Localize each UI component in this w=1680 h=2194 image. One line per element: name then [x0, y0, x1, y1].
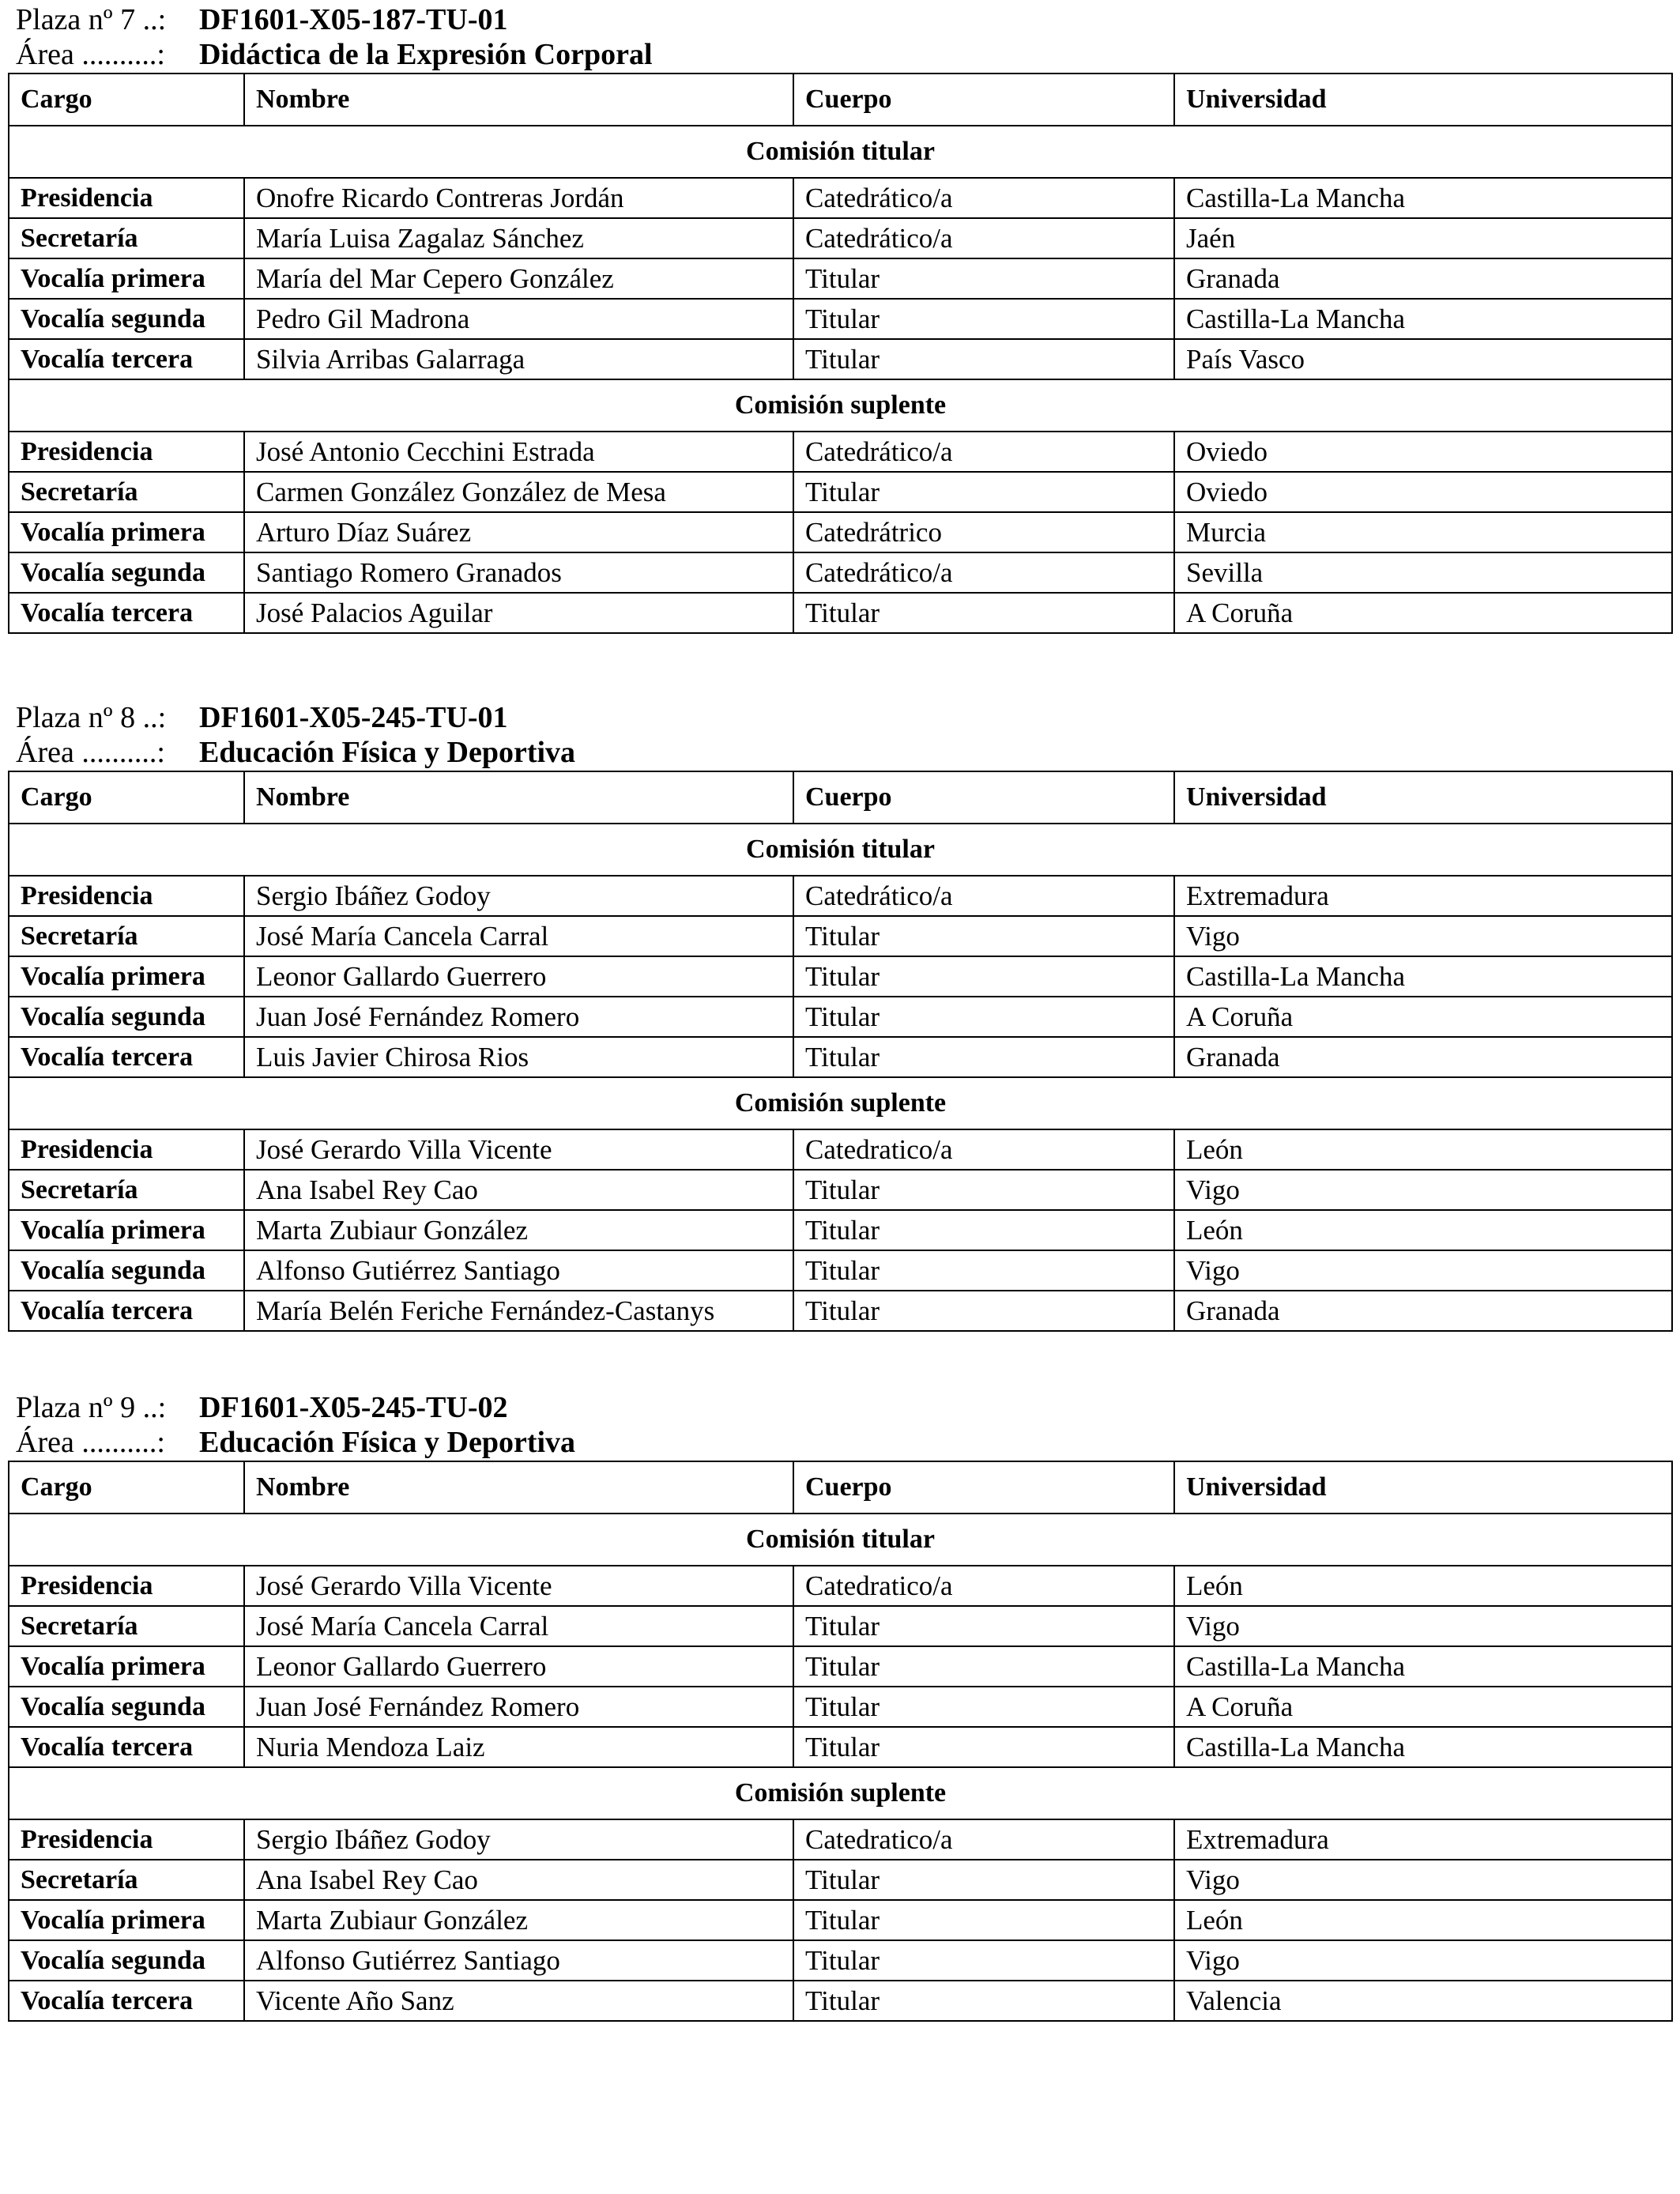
cuerpo-cell: Titular: [793, 1291, 1174, 1331]
comision-titular-heading: Comisión titular: [9, 824, 1672, 876]
area-line: [16, 1424, 575, 1461]
universidad-cell: Oviedo: [1174, 472, 1672, 512]
nombre-cell: Sergio Ibáñez Godoy: [244, 1819, 793, 1860]
table-row: [9, 1170, 1672, 1210]
universidad-cell: Vigo: [1174, 1606, 1672, 1646]
universidad-cell: León: [1174, 1210, 1672, 1250]
area-value: Didáctica de la Expresión Corporal: [199, 38, 653, 71]
cargo-cell: Vocalía primera: [9, 956, 244, 997]
plaza-code: DF1601-X05-245-TU-02: [199, 1391, 508, 1424]
commission-table: [8, 73, 1673, 634]
column-header-nombre: Nombre: [244, 74, 793, 126]
table-row: [9, 552, 1672, 593]
section-row: [9, 1077, 1672, 1129]
nombre-cell: Juan José Fernández Romero: [244, 1687, 793, 1727]
cargo-cell: Vocalía primera: [9, 1646, 244, 1687]
nombre-cell: Carmen González González de Mesa: [244, 472, 793, 512]
universidad-cell: Castilla-La Mancha: [1174, 1727, 1672, 1767]
cargo-cell: Secretaría: [9, 1170, 244, 1210]
nombre-cell: Alfonso Gutiérrez Santiago: [244, 1250, 793, 1291]
cuerpo-cell: Titular: [793, 299, 1174, 339]
cuerpo-cell: Titular: [793, 1606, 1174, 1646]
section-row: [9, 126, 1672, 178]
cargo-cell: Secretaría: [9, 916, 244, 956]
cuerpo-cell: Catedrático/a: [793, 218, 1174, 258]
cargo-cell: Vocalía tercera: [9, 1727, 244, 1767]
plaza-header: [8, 698, 1671, 771]
cargo-cell: Vocalía segunda: [9, 299, 244, 339]
universidad-cell: A Coruña: [1174, 1687, 1672, 1727]
cargo-cell: Vocalía segunda: [9, 1250, 244, 1291]
table-row: [9, 512, 1672, 552]
column-header-cargo: Cargo: [9, 74, 244, 126]
universidad-cell: Extremadura: [1174, 1819, 1672, 1860]
cargo-cell: Secretaría: [9, 1860, 244, 1900]
cuerpo-cell: Titular: [793, 1900, 1174, 1940]
cuerpo-cell: Catedrátrico: [793, 512, 1174, 552]
nombre-cell: Vicente Año Sanz: [244, 1981, 793, 2021]
cargo-cell: Vocalía segunda: [9, 1687, 244, 1727]
universidad-cell: Oviedo: [1174, 432, 1672, 472]
cuerpo-cell: Titular: [793, 956, 1174, 997]
table-header-row: [9, 771, 1672, 824]
table-row: [9, 218, 1672, 258]
column-header-nombre: Nombre: [244, 1461, 793, 1514]
table-row: [9, 339, 1672, 379]
cuerpo-cell: Catedrático/a: [793, 552, 1174, 593]
section-row: [9, 379, 1672, 432]
nombre-cell: José María Cancela Carral: [244, 1606, 793, 1646]
plaza-number-line: [16, 2, 508, 38]
universidad-cell: Vigo: [1174, 1170, 1672, 1210]
section-row: [9, 1767, 1672, 1819]
table-row: [9, 1727, 1672, 1767]
cuerpo-cell: Titular: [793, 1860, 1174, 1900]
area-line: [16, 36, 653, 73]
nombre-cell: Nuria Mendoza Laiz: [244, 1727, 793, 1767]
table-row: [9, 1819, 1672, 1860]
cuerpo-cell: Catedrático/a: [793, 178, 1174, 218]
universidad-cell: León: [1174, 1566, 1672, 1606]
area-label: Área ..........:: [16, 1426, 165, 1459]
plaza-number-line: [16, 699, 508, 736]
nombre-cell: Juan José Fernández Romero: [244, 997, 793, 1037]
column-header-universidad: Universidad: [1174, 1461, 1672, 1514]
universidad-cell: Valencia: [1174, 1981, 1672, 2021]
plaza-section-7: [8, 0, 1671, 634]
table-row: [9, 1687, 1672, 1727]
table-row: [9, 299, 1672, 339]
table-row: [9, 1210, 1672, 1250]
cargo-cell: Vocalía segunda: [9, 1940, 244, 1981]
table-row: [9, 1981, 1672, 2021]
column-header-cuerpo: Cuerpo: [793, 771, 1174, 824]
table-header-row: [9, 1461, 1672, 1514]
nombre-cell: Sergio Ibáñez Godoy: [244, 876, 793, 916]
nombre-cell: Pedro Gil Madrona: [244, 299, 793, 339]
cargo-cell: Vocalía segunda: [9, 552, 244, 593]
table-row: [9, 1606, 1672, 1646]
nombre-cell: María Belén Feriche Fernández-Castanys: [244, 1291, 793, 1331]
cargo-cell: Presidencia: [9, 876, 244, 916]
area-line: [16, 734, 575, 771]
plaza-section-9: [8, 1388, 1671, 2022]
cargo-cell: Secretaría: [9, 1606, 244, 1646]
plaza-section-8: [8, 698, 1671, 1332]
cargo-cell: Presidencia: [9, 1129, 244, 1170]
universidad-cell: A Coruña: [1174, 593, 1672, 633]
cuerpo-cell: Titular: [793, 339, 1174, 379]
cargo-cell: Vocalía primera: [9, 258, 244, 299]
commission-table: [8, 1461, 1673, 2022]
universidad-cell: León: [1174, 1129, 1672, 1170]
area-label: Área ..........:: [16, 38, 165, 71]
cuerpo-cell: Catedratico/a: [793, 1566, 1174, 1606]
table-header-row: [9, 74, 1672, 126]
universidad-cell: Extremadura: [1174, 876, 1672, 916]
cuerpo-cell: Titular: [793, 1037, 1174, 1077]
table-row: [9, 178, 1672, 218]
table-row: [9, 1037, 1672, 1077]
cargo-cell: Secretaría: [9, 218, 244, 258]
universidad-cell: Castilla-La Mancha: [1174, 956, 1672, 997]
universidad-cell: Granada: [1174, 1291, 1672, 1331]
cargo-cell: Vocalía primera: [9, 1900, 244, 1940]
nombre-cell: José Antonio Cecchini Estrada: [244, 432, 793, 472]
cargo-cell: Presidencia: [9, 1566, 244, 1606]
cuerpo-cell: Titular: [793, 1250, 1174, 1291]
table-row: [9, 1129, 1672, 1170]
cargo-cell: Presidencia: [9, 1819, 244, 1860]
comision-suplente-heading: Comisión suplente: [9, 1077, 1672, 1129]
universidad-cell: Granada: [1174, 258, 1672, 299]
universidad-cell: Granada: [1174, 1037, 1672, 1077]
cuerpo-cell: Titular: [793, 1210, 1174, 1250]
cuerpo-cell: Catedratico/a: [793, 1819, 1174, 1860]
cuerpo-cell: Catedrático/a: [793, 432, 1174, 472]
cuerpo-cell: Titular: [793, 1170, 1174, 1210]
cargo-cell: Secretaría: [9, 472, 244, 512]
universidad-cell: Vigo: [1174, 916, 1672, 956]
cuerpo-cell: Titular: [793, 1687, 1174, 1727]
cuerpo-cell: Titular: [793, 1727, 1174, 1767]
universidad-cell: Castilla-La Mancha: [1174, 1646, 1672, 1687]
table-row: [9, 1900, 1672, 1940]
universidad-cell: Vigo: [1174, 1940, 1672, 1981]
cargo-cell: Vocalía tercera: [9, 1291, 244, 1331]
nombre-cell: Arturo Díaz Suárez: [244, 512, 793, 552]
cargo-cell: Vocalía primera: [9, 512, 244, 552]
column-header-universidad: Universidad: [1174, 771, 1672, 824]
area-label: Área ..........:: [16, 736, 165, 769]
nombre-cell: Santiago Romero Granados: [244, 552, 793, 593]
table-row: [9, 1291, 1672, 1331]
cargo-cell: Vocalía primera: [9, 1210, 244, 1250]
commission-table: [8, 771, 1673, 1332]
cuerpo-cell: Titular: [793, 916, 1174, 956]
table-row: [9, 1566, 1672, 1606]
plaza-code: DF1601-X05-245-TU-01: [199, 701, 508, 734]
plaza-code: DF1601-X05-187-TU-01: [199, 3, 508, 36]
table-row: [9, 472, 1672, 512]
section-row: [9, 1514, 1672, 1566]
nombre-cell: Ana Isabel Rey Cao: [244, 1860, 793, 1900]
nombre-cell: Alfonso Gutiérrez Santiago: [244, 1940, 793, 1981]
comision-titular-heading: Comisión titular: [9, 1514, 1672, 1566]
nombre-cell: María del Mar Cepero González: [244, 258, 793, 299]
table-row: [9, 1860, 1672, 1900]
table-row: [9, 258, 1672, 299]
universidad-cell: Vigo: [1174, 1860, 1672, 1900]
nombre-cell: José Gerardo Villa Vicente: [244, 1129, 793, 1170]
table-row: [9, 956, 1672, 997]
universidad-cell: Jaén: [1174, 218, 1672, 258]
cuerpo-cell: Catedratico/a: [793, 1129, 1174, 1170]
table-row: [9, 1940, 1672, 1981]
universidad-cell: Sevilla: [1174, 552, 1672, 593]
table-row: [9, 997, 1672, 1037]
comision-suplente-heading: Comisión suplente: [9, 379, 1672, 432]
cuerpo-cell: Titular: [793, 593, 1174, 633]
plaza-header: [8, 0, 1671, 73]
cuerpo-cell: Titular: [793, 1981, 1174, 2021]
table-row: [9, 1250, 1672, 1291]
nombre-cell: Silvia Arribas Galarraga: [244, 339, 793, 379]
table-row: [9, 916, 1672, 956]
plaza-label: Plaza nº 7 ..:: [16, 3, 167, 36]
universidad-cell: Castilla-La Mancha: [1174, 178, 1672, 218]
universidad-cell: País Vasco: [1174, 339, 1672, 379]
cargo-cell: Vocalía tercera: [9, 593, 244, 633]
section-row: [9, 824, 1672, 876]
cargo-cell: Vocalía tercera: [9, 1037, 244, 1077]
cargo-cell: Vocalía tercera: [9, 1981, 244, 2021]
column-header-cargo: Cargo: [9, 1461, 244, 1514]
nombre-cell: Marta Zubiaur González: [244, 1900, 793, 1940]
cuerpo-cell: Titular: [793, 258, 1174, 299]
universidad-cell: León: [1174, 1900, 1672, 1940]
nombre-cell: María Luisa Zagalaz Sánchez: [244, 218, 793, 258]
universidad-cell: A Coruña: [1174, 997, 1672, 1037]
cargo-cell: Vocalía tercera: [9, 339, 244, 379]
plaza-number-line: [16, 1389, 508, 1426]
plaza-label: Plaza nº 8 ..:: [16, 701, 167, 734]
nombre-cell: Leonor Gallardo Guerrero: [244, 1646, 793, 1687]
cuerpo-cell: Catedrático/a: [793, 876, 1174, 916]
nombre-cell: José Gerardo Villa Vicente: [244, 1566, 793, 1606]
nombre-cell: Marta Zubiaur González: [244, 1210, 793, 1250]
table-row: [9, 1646, 1672, 1687]
cuerpo-cell: Titular: [793, 997, 1174, 1037]
universidad-cell: Murcia: [1174, 512, 1672, 552]
cuerpo-cell: Titular: [793, 1646, 1174, 1687]
table-row: [9, 432, 1672, 472]
nombre-cell: José Palacios Aguilar: [244, 593, 793, 633]
nombre-cell: Onofre Ricardo Contreras Jordán: [244, 178, 793, 218]
column-header-cuerpo: Cuerpo: [793, 1461, 1174, 1514]
table-row: [9, 876, 1672, 916]
nombre-cell: Leonor Gallardo Guerrero: [244, 956, 793, 997]
nombre-cell: Ana Isabel Rey Cao: [244, 1170, 793, 1210]
plaza-label: Plaza nº 9 ..:: [16, 1391, 167, 1424]
area-value: Educación Física y Deportiva: [199, 1426, 576, 1459]
comision-suplente-heading: Comisión suplente: [9, 1767, 1672, 1819]
nombre-cell: José María Cancela Carral: [244, 916, 793, 956]
comision-titular-heading: Comisión titular: [9, 126, 1672, 178]
column-header-cargo: Cargo: [9, 771, 244, 824]
universidad-cell: Vigo: [1174, 1250, 1672, 1291]
cargo-cell: Presidencia: [9, 178, 244, 218]
cargo-cell: Vocalía segunda: [9, 997, 244, 1037]
nombre-cell: Luis Javier Chirosa Rios: [244, 1037, 793, 1077]
cuerpo-cell: Titular: [793, 472, 1174, 512]
column-header-universidad: Universidad: [1174, 74, 1672, 126]
column-header-nombre: Nombre: [244, 771, 793, 824]
table-row: [9, 593, 1672, 633]
universidad-cell: Castilla-La Mancha: [1174, 299, 1672, 339]
plaza-header: [8, 1388, 1671, 1461]
column-header-cuerpo: Cuerpo: [793, 74, 1174, 126]
cargo-cell: Presidencia: [9, 432, 244, 472]
cuerpo-cell: Titular: [793, 1940, 1174, 1981]
area-value: Educación Física y Deportiva: [199, 736, 576, 769]
